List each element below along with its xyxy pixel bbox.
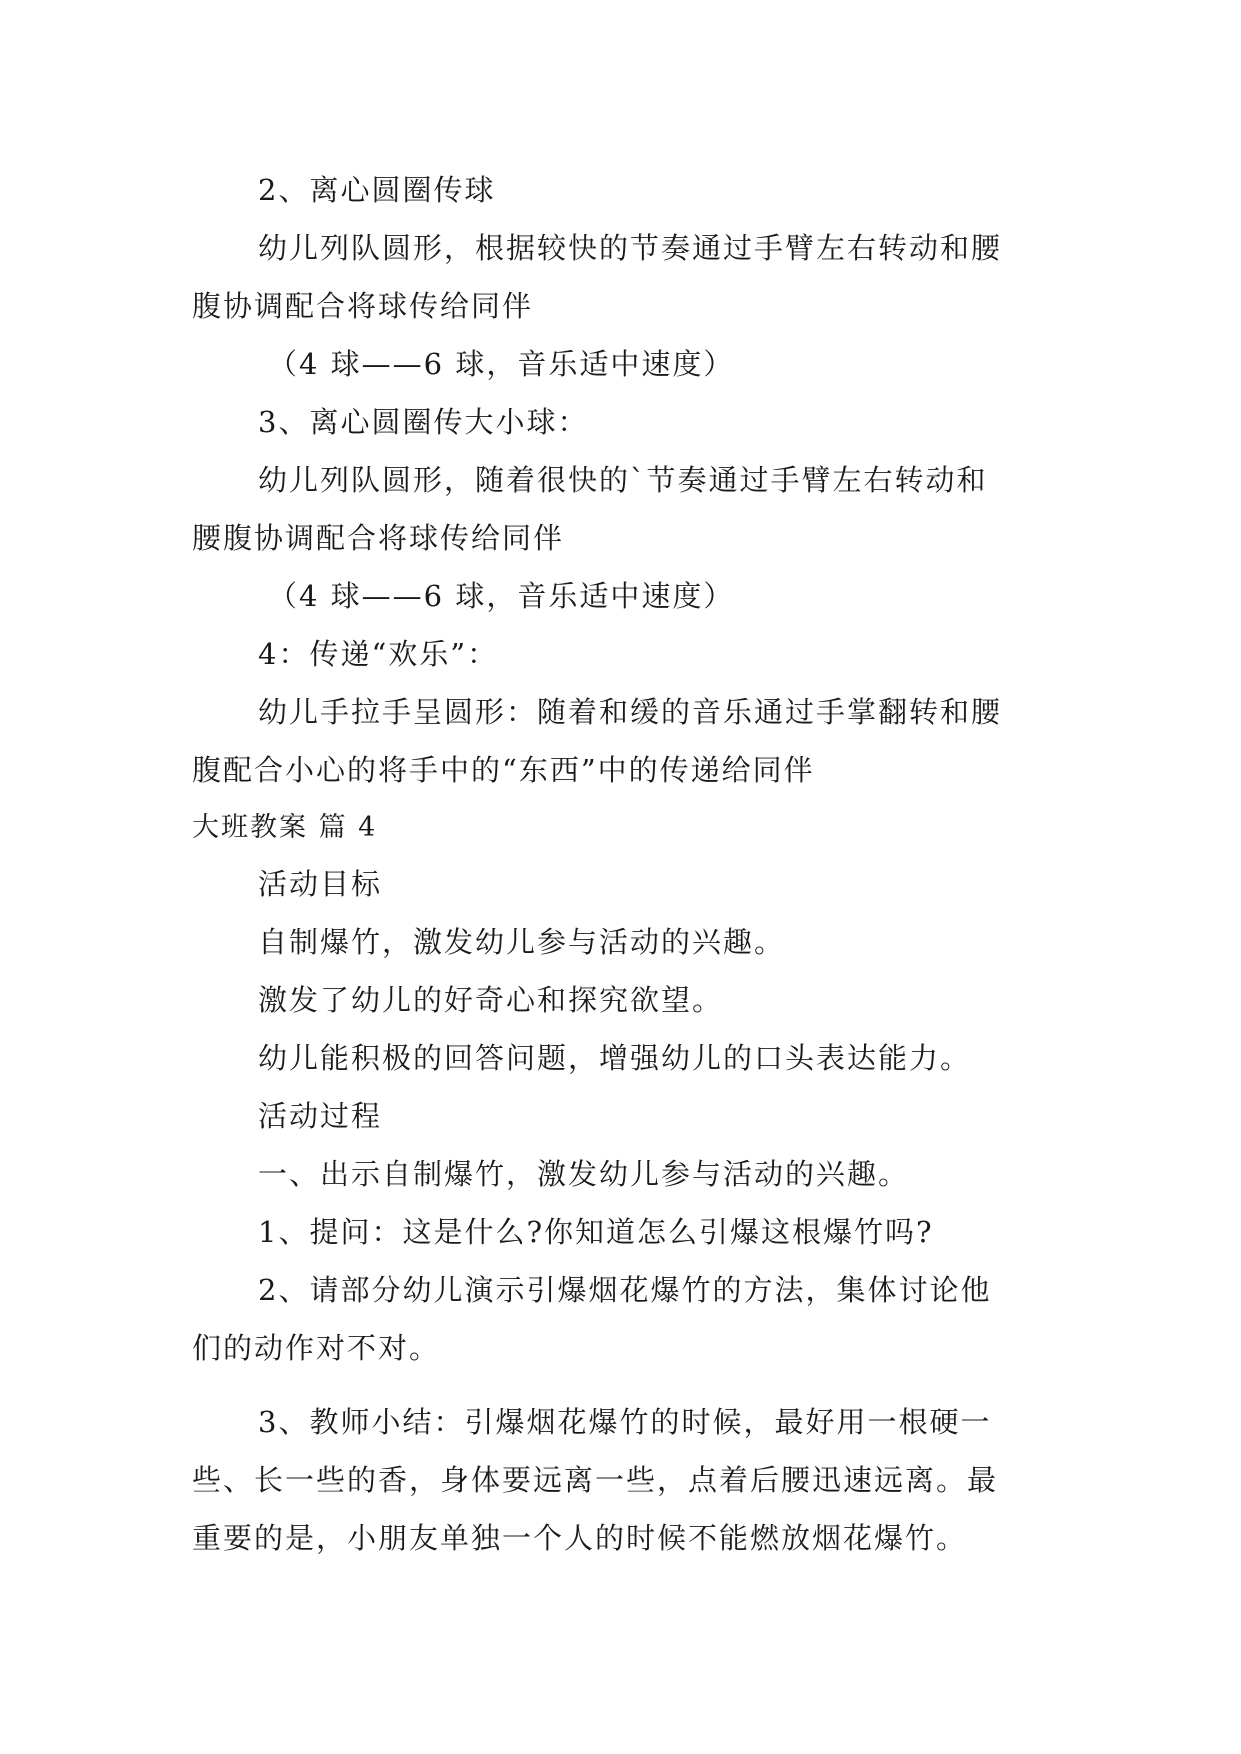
paragraph-line: 3、教师小结：引爆烟花爆竹的时候，最好用一根硬一 — [258, 1405, 992, 1439]
paragraph-line: 幼儿列队圆形，根据较快的节奏通过手臂左右转动和腰 — [258, 231, 1003, 265]
paragraph-line: 4：传递“欢乐”： — [258, 637, 499, 671]
paragraph-line: 自制爆竹，激发幼儿参与活动的兴趣。 — [258, 925, 786, 959]
paragraph-line: 重要的是，小朋友单独一个人的时候不能燃放烟花爆竹。 — [192, 1521, 968, 1555]
paragraph-line: 腹协调配合将球传给同伴 — [192, 289, 534, 323]
paragraph-line: 活动过程 — [258, 1099, 383, 1133]
section-heading: 大班教案 篇 4 — [192, 812, 378, 843]
paragraph-line: 1、提问：这是什么?你知道怎么引爆这根爆竹吗? — [258, 1215, 934, 1249]
paragraph-line: 2、离心圆圈传球 — [258, 173, 496, 207]
paragraph-line: 2、请部分幼儿演示引爆烟花爆竹的方法，集体讨论他 — [258, 1273, 992, 1307]
paragraph-line: 幼儿手拉手呈圆形：随着和缓的音乐通过手掌翻转和腰 — [258, 695, 1003, 729]
paragraph-line: 们的动作对不对。 — [192, 1331, 441, 1365]
paragraph-line: （4 球——6 球，音乐适中速度） — [268, 347, 735, 381]
paragraph-line: 腹配合小心的将手中的“东西”中的传递给同伴 — [192, 753, 815, 787]
paragraph-line: 些、长一些的香，身体要远离一些，点着后腰迅速远离。最 — [192, 1463, 999, 1497]
paragraph-line: 激发了幼儿的好奇心和探究欲望。 — [258, 983, 724, 1017]
paragraph-line: 幼儿能积极的回答问题，增强幼儿的口头表达能力。 — [258, 1041, 972, 1075]
paragraph-line: 腰腹协调配合将球传给同伴 — [192, 521, 565, 555]
paragraph-line: 活动目标 — [258, 867, 383, 901]
paragraph-line: 3、离心圆圈传大小球： — [258, 405, 589, 439]
paragraph-line: 一、出示自制爆竹，激发幼儿参与活动的兴趣。 — [258, 1157, 910, 1191]
paragraph-line: 幼儿列队圆形，随着很快的`节奏通过手臂左右转动和 — [258, 463, 988, 497]
paragraph-line: （4 球——6 球，音乐适中速度） — [268, 579, 735, 613]
